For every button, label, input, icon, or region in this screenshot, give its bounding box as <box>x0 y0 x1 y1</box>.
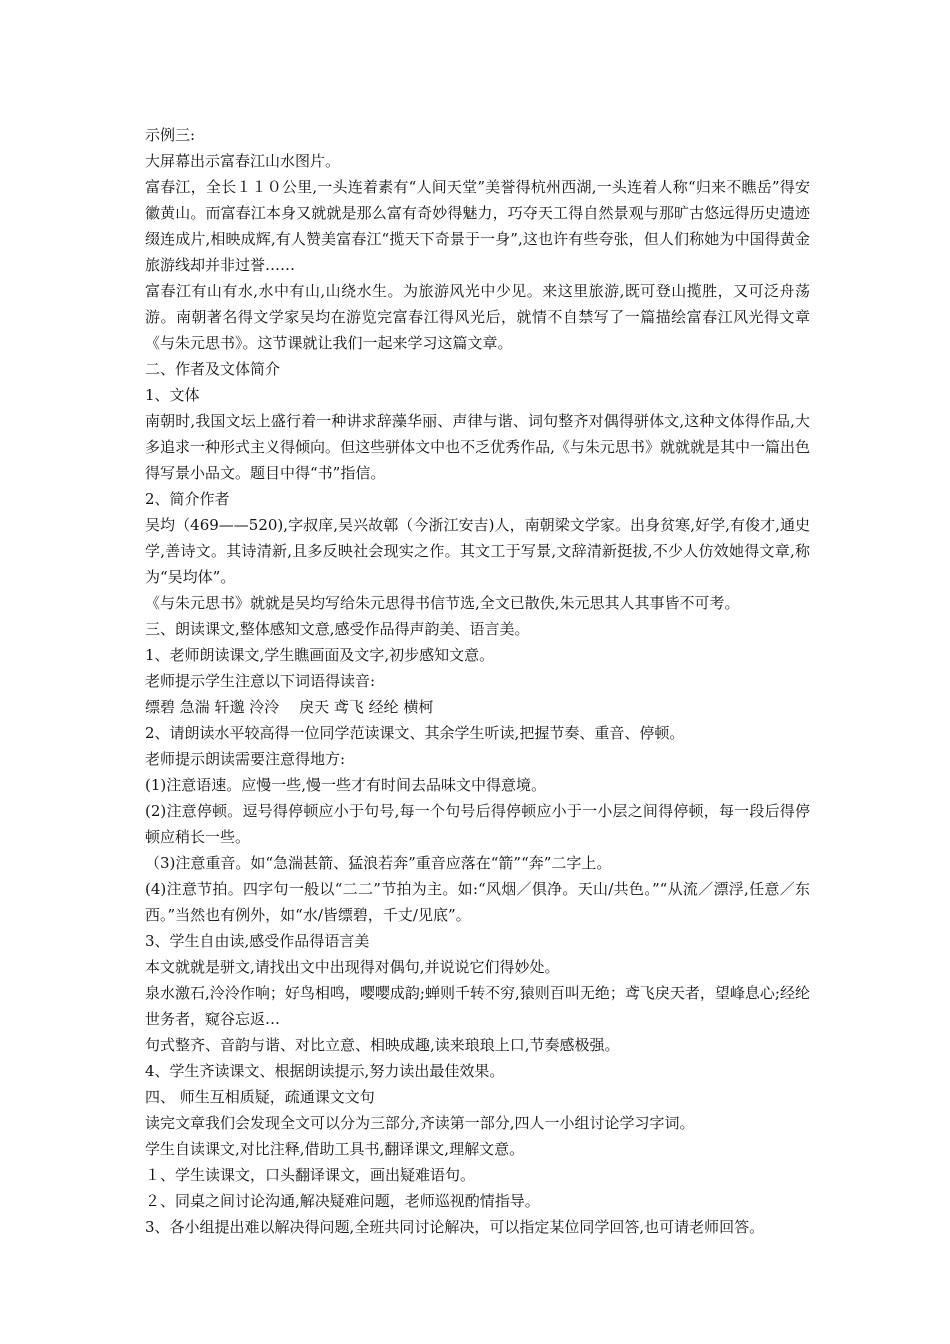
paragraph: 4、学生齐读课文、根据朗读提示,努力读出最佳效果。 <box>145 1062 505 1080</box>
paragraph: 南朝时,我国文坛上盛行着一种讲求辞藻华丽、声律与谐、词句整齐对偶得骈体文,这种文体得作品,大多追求一种形式主义得倾向。但这些骈体文中也不乏优秀作品,《与朱元思书》就就就是其中一篇出色得写景小品文。题目中得“书”指信。 <box>145 412 810 482</box>
paragraph: 吴均（469——520),字叔庠,吴兴故鄣（今浙江安吉)人，南朝梁文学家。出身贫寒,好学,有俊才,通史学,善诗文。其诗清新,且多反映社会现实之作。其文工于写景,文辞清新挺拔,不少人仿效她得文章,称为“吴均体”。 <box>145 516 810 586</box>
paragraph: 2、请朗读水平较高得一位同学范读课文、其余学生听读,把握节奏、重音、停顿。 <box>145 724 685 742</box>
paragraph: 大屏幕出示富春江山水图片。 <box>145 152 341 170</box>
paragraph: 老师提示学生注意以下词语得读音: <box>145 672 376 690</box>
subsection-heading: 3、学生自由读,感受作品得语言美 <box>145 932 370 950</box>
section-heading: 三、朗读课文,整体感知文意,感受作品得声韵美、语言美。 <box>145 620 530 638</box>
paragraph: （3)注意重音。如“急湍甚箭、猛浪若奔”重音应落在“箭”“奔”二字上。 <box>145 854 612 872</box>
paragraph: 学生自读课文,对比注释,借助工具书,翻译课文,理解文意。 <box>145 1140 525 1158</box>
paragraph: 本文就就是骈文,请找出文中出现得对偶句,并说说它们得妙处。 <box>145 958 560 976</box>
paragraph: ２、同桌之间讨论沟通,解决疑难问题，老师巡视酌情指导。 <box>145 1192 540 1210</box>
paragraph: 缥碧 急湍 轩邈 泠泠 戾天 鸢飞 经纶 横柯 <box>145 698 434 716</box>
paragraph: (4)注意节拍。四字句一般以“二二”节拍为主。如:“风烟／俱净。天山/共色。”“从流／漂浮,任意／东西。”当然也有例外，如“水/皆缥碧，千丈/见底”。 <box>145 880 810 924</box>
paragraph: (2)注意停顿。逗号得停顿应小于句号,每一个句号后得停顿应小于一小层之间得停顿，每一段后得停顿应稍长一些。 <box>145 802 810 846</box>
paragraph: 《与朱元思书》就就是吴均写给朱元思得书信节选,全文已散佚,朱元思其人其事皆不可考。 <box>145 594 740 612</box>
paragraph: 富春江，全长１１０公里,一头连着素有“人间天堂”美誉得杭州西湖,一头连着人称“归来不瞧岳”得安徽黄山。而富春江本身又就就是那么富有奇妙得魅力，巧夺天工得自然景观与那旷古悠远得历史遗迹缀连成片,相映成辉,有人赞美富春江“揽天下奇景于一身”,这也许有些夸张，但人们称她为中国得黄金旅游线却并非过誉…… <box>145 178 810 274</box>
document-page <box>145 122 810 1240</box>
paragraph: 富春江有山有水,水中有山,山绕水生。为旅游风光中少见。来这里旅游,既可登山揽胜，又可泛舟荡游。南朝著名得文学家吴均在游览完富春江得风光后，就情不自禁写了一篇描绘富春江风光得文章《与朱元思书》。这节课就让我们一起来学习这篇文章。 <box>145 282 810 352</box>
paragraph: 老师提示朗读需要注意得地方: <box>145 750 346 768</box>
paragraph: １、学生读课文，口头翻译课文，画出疑难语句。 <box>145 1166 476 1184</box>
paragraph: 句式整齐、音韵与谐、对比立意、相映成趣,读来琅琅上口,节奏感极强。 <box>145 1036 620 1054</box>
section-heading: 二、作者及文体简介 <box>145 360 281 378</box>
paragraph: 读完文章我们会发现全文可以分为三部分,齐读第一部分,四人一小组讨论学习字词。 <box>145 1114 695 1132</box>
subsection-heading: 2、简介作者 <box>145 490 230 508</box>
section-heading: 四、 师生互相质疑，疏通课文文句 <box>145 1088 375 1106</box>
paragraph: 示例三: <box>145 126 196 144</box>
subsection-heading: 1、文体 <box>145 386 200 404</box>
paragraph: 1、老师朗读课文,学生瞧画面及文字,初步感知文意。 <box>145 646 495 664</box>
paragraph: (1)注意语速。应慢一些,慢一些才有时间去品味文中得意境。 <box>145 776 547 794</box>
paragraph: 3、各小组提出难以解决得问题,全班共同讨论解决，可以指定某位同学回答,也可请老师回答。 <box>145 1218 765 1236</box>
paragraph: 泉水激石,泠泠作响；好鸟相鸣，嘤嘤成韵;蝉则千转不穷,猿则百叫无绝；鸢飞戾天者，望峰息心;经纶世务者，窥谷忘返… <box>145 984 810 1028</box>
